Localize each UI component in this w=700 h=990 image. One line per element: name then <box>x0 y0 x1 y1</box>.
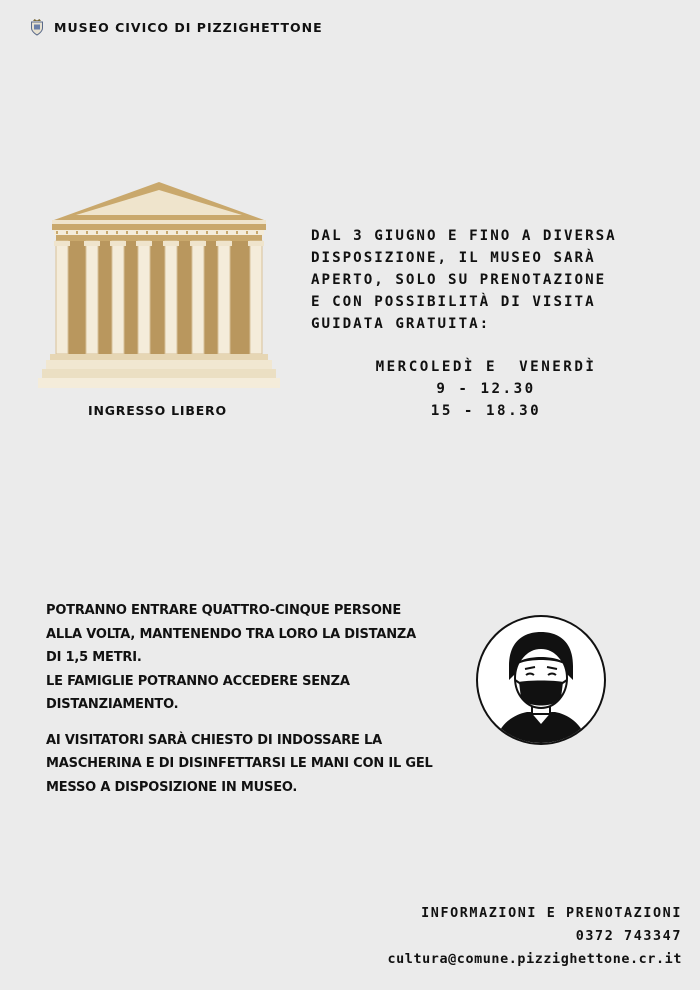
rules-line: ALLA VOLTA, MANTENENDO TRA LORO LA DISTANZA <box>46 626 416 642</box>
opening-hours <box>320 356 652 422</box>
rules-paragraph-mask <box>46 729 456 800</box>
announcement-line: DISPOSIZIONE, IL MUSEO SARÀ <box>311 250 596 266</box>
free-entry-label: INGRESSO LIBERO <box>88 403 227 418</box>
announcement-line: APERTO, SOLO SU PRENOTAZIONE <box>311 272 607 288</box>
person-wearing-mask-icon <box>475 614 607 746</box>
rules-line: MASCHERINA E DI DISINFETTARSI LE MANI CON IL GEL <box>46 756 433 771</box>
rules-line: DI 1,5 METRI. <box>46 650 142 665</box>
rules-line: POTRANNO ENTRARE QUATTRO-CINQUE PERSONE <box>46 603 402 618</box>
rules-paragraph-distancing <box>46 599 456 717</box>
contacts-heading: INFORMAZIONI E PRENOTAZIONI <box>421 906 682 921</box>
page-header <box>30 18 323 36</box>
coat-of-arms-icon <box>30 18 44 36</box>
rules-line: DISTANZIAMENTO. <box>46 697 179 712</box>
announcement-line: GUIDATA GRATUITA: <box>311 316 491 332</box>
opening-announcement <box>311 225 696 335</box>
opening-days: MERCOLEDÌ E VENERDÌ <box>375 359 597 375</box>
contact-info <box>387 902 682 971</box>
morning-hours: 9 - 12.30 <box>436 381 536 397</box>
rules-line: MESSO A DISPOSIZIONE IN MUSEO. <box>46 779 298 795</box>
rules-line: AI VISITATORI SARÀ CHIESTO DI INDOSSARE LA <box>46 732 382 748</box>
afternoon-hours: 15 - 18.30 <box>430 403 542 419</box>
museum-name: MUSEO CIVICO DI PIZZIGHETTONE <box>54 19 323 35</box>
rules-line: LE FAMIGLIE POTRANNO ACCEDERE SENZA <box>46 673 350 689</box>
classical-temple-icon <box>36 180 282 392</box>
visitor-rules <box>46 599 456 799</box>
email-address: cultura@comune.pizzighettone.cr.it <box>387 952 682 967</box>
announcement-line: DAL 3 GIUGNO E FINO A DIVERSA <box>311 228 617 244</box>
announcement-line: E CON POSSIBILITÀ DI VISITA <box>311 294 596 310</box>
phone-number: 0372 743347 <box>575 929 682 944</box>
